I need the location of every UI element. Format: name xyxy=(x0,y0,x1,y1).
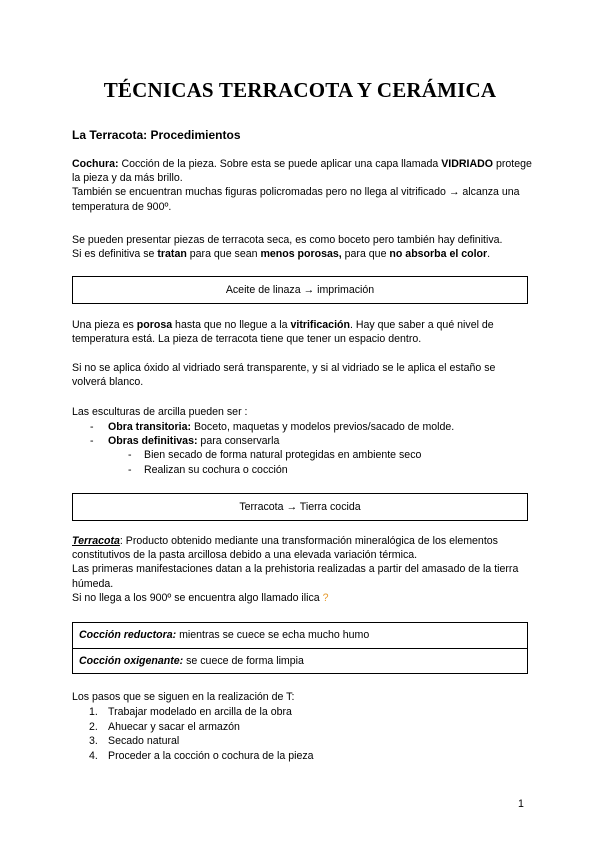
list-item xyxy=(72,720,532,735)
linaza-box xyxy=(72,276,528,304)
item-text: Ahuecar y sacar el armazón xyxy=(108,720,240,733)
item-number: 3. xyxy=(89,735,98,748)
porosa-term: porosa xyxy=(136,319,173,331)
item-text: Trabajar modelado en arcilla de la obra xyxy=(108,706,292,718)
vitrificacion-term: vitrificación xyxy=(290,319,350,331)
reductora-text: mientras se cuece se echa mucho humo xyxy=(176,629,370,641)
porosa-text-3: . Hay que saber a qué nivel de temperatura está. La pieza de terracota tiene que tener un espacio dentro. xyxy=(72,319,494,346)
seca-text-4: para que xyxy=(341,248,390,261)
terracota-def-text-2: Las primeras manifestaciones datan a la prehistoria realizadas a partir del amasado de la tierra húmeda. xyxy=(72,563,519,590)
item-number: 4. xyxy=(89,749,98,762)
reductora-label: Cocción reductora: xyxy=(79,629,177,641)
porosa-text-1: Una pieza es xyxy=(72,319,137,331)
coccion-table xyxy=(72,622,528,674)
terracota-term: Terracota xyxy=(72,535,120,547)
cochura-text-1: Cocción de la pieza. Sobre esta se puede aplicar una capa llamada xyxy=(118,158,442,170)
list-item xyxy=(72,448,532,462)
oxido-paragraph: Si no se aplica óxido al vidriado será transparente, y si al vidriado se le aplica el estaño se volverá blanco. xyxy=(72,362,496,389)
no-absorba-term: no absorba el color xyxy=(389,248,488,261)
linaza-text: Aceite de linaza → imprimación xyxy=(225,284,375,296)
seca-text-2: Si es definitiva se xyxy=(72,248,158,261)
menos-porosas-term: menos porosas, xyxy=(260,248,342,261)
terracota-definition xyxy=(72,534,532,605)
vidriado-term: VIDRIADO xyxy=(441,158,494,170)
list-item xyxy=(72,705,532,720)
item-number: 1. xyxy=(89,706,98,718)
cochura-text-2: protege la pieza y da más brillo. xyxy=(72,158,532,185)
transitoria-text: Boceto, maquetas y modelos previos/sacado de molde. xyxy=(191,421,455,433)
porosa-text-2: hasta que no llegue a la xyxy=(172,319,291,331)
pasos-list xyxy=(72,705,532,763)
esculturas-list xyxy=(72,420,532,477)
list-item xyxy=(72,434,532,448)
list-item xyxy=(72,420,532,434)
seca-paragraph xyxy=(72,233,532,261)
definitivas-text: para conservarla xyxy=(197,435,280,448)
question-mark: ? xyxy=(322,591,329,604)
porosa-paragraph xyxy=(72,318,532,346)
definitivas-label: Obras definitivas: xyxy=(108,435,198,448)
cochura-text-3: También se encuentran muchas figuras policromadas pero no llega al vitrificado → alcanza una temperatura de 900º. xyxy=(72,186,520,213)
seca-text-3: para que sean xyxy=(186,248,261,261)
terracota-box-text: Terracota → Tierra cocida xyxy=(239,501,361,513)
oxigenante-label: Cocción oxigenante: xyxy=(79,655,184,667)
item-text: Proceder a la cocción o cochura de la pieza xyxy=(108,749,314,762)
page-title: TÉCNICAS TERRACOTA Y CERÁMICA xyxy=(103,78,497,102)
terracota-box xyxy=(72,493,528,521)
section-heading: La Terracota: Procedimientos xyxy=(72,128,241,142)
terracota-def-text-3: Si no llega a los 900º se encuentra algo llamado ilica xyxy=(72,591,323,604)
terracota-def-text-1: : Producto obtenido mediante una transformación mineralógica de los elementos constitutivos de la pasta arcillosa debido a una elevada variación térmica. xyxy=(72,535,498,562)
table-row xyxy=(73,623,527,648)
seca-text-1: Se pueden presentar piezas de terracota seca, es como boceto pero también hay definitiva. xyxy=(72,234,503,246)
item-text: Secado natural xyxy=(108,735,180,748)
item-number: 2. xyxy=(89,720,98,733)
esculturas-intro: Las esculturas de arcilla pueden ser : xyxy=(72,406,248,418)
list-item xyxy=(72,463,532,477)
pasos-intro: Los pasos que se siguen en la realización de T: xyxy=(72,691,295,703)
tratan-term: tratan xyxy=(157,248,187,261)
cochura-label: Cochura: xyxy=(72,158,119,170)
sub-item-text: Realizan su cochura o cocción xyxy=(144,463,288,476)
page-number: 1 xyxy=(518,798,524,810)
transitoria-label: Obra transitoria: xyxy=(108,421,192,433)
sub-item-text: Bien secado de forma natural protegidas en ambiente seco xyxy=(144,449,422,462)
list-item xyxy=(72,749,532,764)
table-row xyxy=(73,648,527,673)
cochura-paragraph xyxy=(72,157,532,214)
seca-text-5: . xyxy=(487,248,491,261)
oxigenante-text: se cuece de forma limpia xyxy=(183,655,304,667)
list-item xyxy=(72,734,532,749)
